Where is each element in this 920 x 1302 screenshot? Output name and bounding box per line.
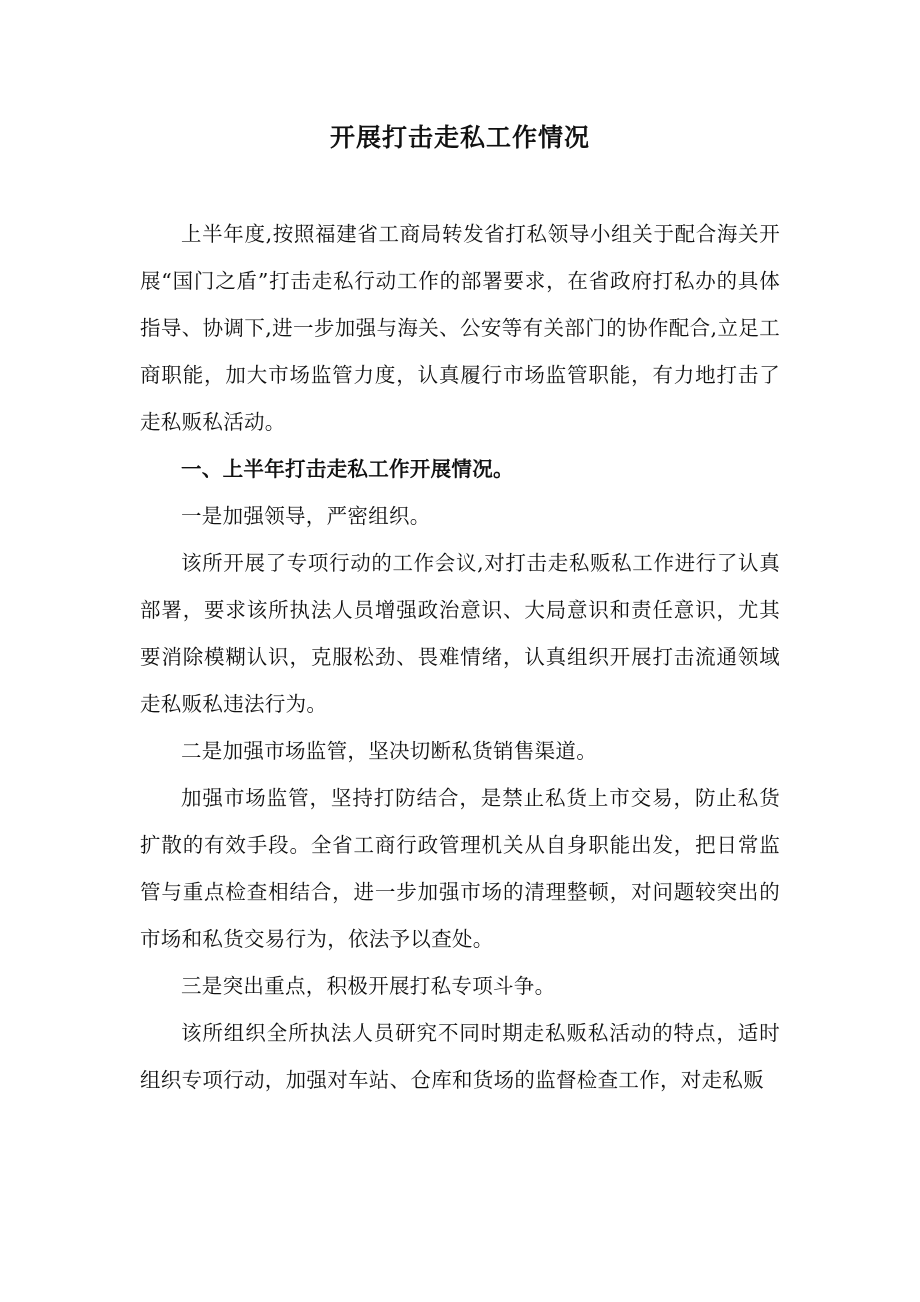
document-title: 开展打击走私工作情况 xyxy=(329,123,590,152)
paragraph-1: 该所开展了专项行动的工作会议,对打击走私贩私工作进行了认真部署，要求该所执法人员增强政治意识、大局意识和责任意识，尤其要消除模糊认识，克服松劲、畏难情绪，认真组织开展打击流通领域走私贩私违法行为。 xyxy=(140,551,780,716)
section-heading-1: 一、上半年打击走私工作开展情况。 xyxy=(181,457,514,481)
document-body xyxy=(140,211,780,1104)
subheading-1: 一是加强领导，严密组织。 xyxy=(181,504,431,528)
paragraph-intro: 上半年度,按照福建省工商局转发省打私领导小组关于配合海关开展“国门之盾”打击走私行动工作的部署要求，在省政府打私办的具体指导、协调下,进一步加强与海关、公安等有关部门的协作配合,立足工商职能，加大市场监管力度，认真履行市场监管职能，有力地打击了走私贩私活动。 xyxy=(140,222,780,434)
paragraph-2: 加强市场监管，坚持打防结合，是禁止私货上市交易，防止私货扩散的有效手段。全省工商行政管理机关从自身职能出发，把日常监管与重点检查相结合，进一步加强市场的清理整顿，对问题较突出的市场和私货交易行为，依法予以查处。 xyxy=(140,786,780,951)
paragraph-3: 该所组织全所执法人员研究不同时期走私贩私活动的特点，适时组织专项行动，加强对车站、仓库和货场的监督检查工作，对走私贩 xyxy=(140,1021,780,1092)
subheading-2: 二是加强市场监管，坚决切断私货销售渠道。 xyxy=(181,739,597,763)
subheading-3: 三是突出重点，积极开展打私专项斗争。 xyxy=(181,974,556,998)
